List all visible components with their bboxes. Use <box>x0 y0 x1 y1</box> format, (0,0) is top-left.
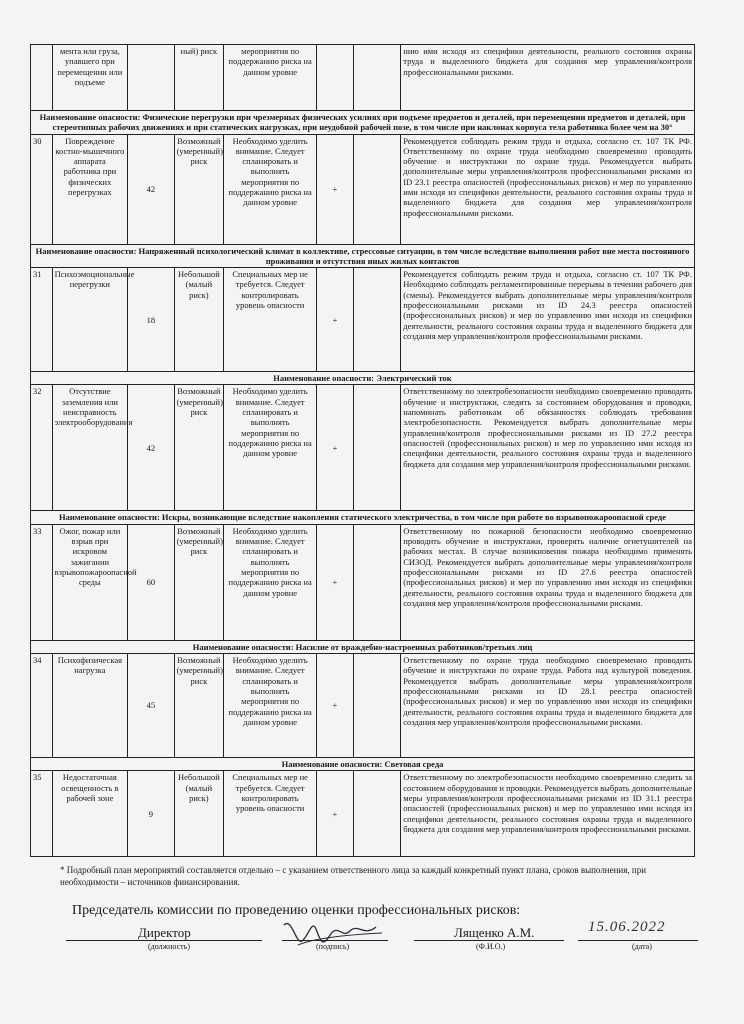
score-cell: 45 <box>128 654 174 758</box>
measure-cell: Необходимо уделить внимание. Следует спланировать и выполнять мероприятия по поддержанию риска на данном уровне <box>224 134 317 244</box>
risk-cell: Возможный (умеренный) риск <box>174 524 224 640</box>
mark-cell: + <box>317 134 354 244</box>
row-number: 35 <box>31 771 53 857</box>
recommendation-cell: Ответственному по электробезопасности необходимо своевременно проводить обучение и инструктажи, следить за состоянием оборудования и проводки, напоминать работникам об обязанностях соблюдать требования электробезопасности. Рекомендуется выбрать дополнительные меры управления/контроля профессиональными рисками из ID 27.2 реестра опасностей (профессиональных рисков) и мер по управлению ими исходя из специфики деятельности, реального состояния охраны труда и выделенного бюджета для создания мер управления/контроля профессиональными рисками. <box>401 385 695 511</box>
row-number: 30 <box>31 134 53 244</box>
hazard-cell: Ожог, пожар или взрыв при искровом зажигании взрывопожароопасной среды <box>52 524 128 640</box>
hazard-cell: Недостаточная освещенность в рабочей зоне <box>52 771 128 857</box>
fio-text: Лященко А.М. <box>454 925 535 940</box>
measure-cell: Специальных мер не требуется. Следует контролировать уровень опасности <box>224 771 317 857</box>
score-cell: 42 <box>128 134 174 244</box>
measure-cell: Необходимо уделить внимание. Следует спланировать и выполнять мероприятия по поддержанию риска на данном уровне <box>224 385 317 511</box>
row-number: 33 <box>31 524 53 640</box>
hazard-cell: Повреждение костно-мышечного аппарата работника при физических перегрузках <box>52 134 128 244</box>
measure-cell: Специальных мер не требуется. Следует контролировать уровень опасности <box>224 268 317 372</box>
commission-chair-title: Председатель комиссии по проведению оценки профессиональных рисков: <box>72 903 521 918</box>
section-heading: Наименование опасности: Напряженный психологический климат в коллективе, стрессовые ситуации, в том числе вследствие выполнения работ вне места постоянного проживания и отсутствия иных жилых контактов <box>31 244 695 268</box>
table-row <box>31 771 695 857</box>
position-text: Директор <box>138 925 191 940</box>
risk-cell: ный) риск <box>174 45 224 111</box>
recommendation-cell: Рекомендуется соблюдать режим труда и отдыха, согласно ст. 107 ТК РФ. Необходимо соблюдать регламентированные перерывы в течении рабочего дня (смены). Рекомендуется выбрать дополнительные меры управления/контроля профессиональными рисками из ID 24.3 реестра опасностей (профессиональных рисков) и мер по управлению ими исходя из специфики деятельности, реального состояния охраны труда и выделенного бюджета для создания мер управления/контроля профессиональными рисками. <box>401 268 695 372</box>
risk-cell: Небольшой (малый риск) <box>174 771 224 857</box>
table-row <box>31 654 695 758</box>
footnote: * Подробный план мероприятий составляется отдельно – с указанием ответственного лица за каждый конкретный пункт плана, сроков выполнения, при необходимости – источников финансирования. <box>60 865 647 887</box>
risk-assessment-table <box>30 44 695 857</box>
mark-cell: + <box>317 524 354 640</box>
hazard-cell: Психоэмоциональные перегрузки <box>52 268 128 372</box>
table-row <box>31 45 695 111</box>
sign-line <box>282 940 388 941</box>
sign-caption: (подпись) <box>316 942 350 951</box>
mark-cell: + <box>317 654 354 758</box>
recommendation-cell: Ответственному по электробезопасности необходимо своевременно следить за состоянием оборудования и проводки. Рекомендуется выбрать дополнительные меры управления/контроля профессиональными рисками из ID 31.1 реестра опасностей (профессиональных рисков) и мер по управлению ими исходя из специфики деятельности, реального состояния охраны труда и выделенного бюджета для создания мер управления/контроля профессиональными рисками. <box>401 771 695 857</box>
risk-cell: Возможный (умеренный) риск <box>174 134 224 244</box>
score-cell: 9 <box>128 771 174 857</box>
table-row <box>31 524 695 640</box>
recommendation-cell: Ответственному по пожарной безопасности необходимо своевременно проводить обучение и инструктажи, проверять наличие огнетушителей на рабочих местах. В случае возникновения пожара необходимо применять СИЗОД. Рекомендуется выбрать дополнительные меры управления/контроля профессиональными рисками из ID 27.6 реестра опасностей (профессиональных рисков) и мер по управлению ими исходя из специфики деятельности, реального состояния охраны труда и выделенного бюджета для создания мер управления/контроля профессиональными рисками. <box>401 524 695 640</box>
measure-cell: Необходимо уделить внимание. Следует спланировать и выполнять мероприятия по поддержанию риска на данном уровне <box>224 654 317 758</box>
fio-caption: (Ф.И.О.) <box>476 942 506 951</box>
table-row <box>31 268 695 372</box>
section-heading: Наименование опасности: Насилие от враждебно-настроенных работников/третьих лиц <box>31 640 695 653</box>
score-cell: 18 <box>128 268 174 372</box>
risk-cell: Возможный (умеренный) риск <box>174 385 224 511</box>
table-row <box>31 385 695 511</box>
hazard-cell: Отсутствие заземления или неисправность электрооборудования <box>52 385 128 511</box>
fio-line <box>414 940 564 941</box>
date-caption: (дата) <box>632 942 652 951</box>
measure-cell: мероприятия по поддержанию риска на данном уровне <box>224 45 317 111</box>
recommendation-cell: нию ими исходя из специфики деятельности, реального состояния охраны труда и выделенного бюджета для создания мер управления/контроля профессиональными рисками. <box>401 45 695 111</box>
row-number: 32 <box>31 385 53 511</box>
table-row <box>31 134 695 244</box>
hazard-cell: мента или груза, упавшего при перемещении или подъеме <box>52 45 128 111</box>
score-cell: 60 <box>128 524 174 640</box>
mark-cell: + <box>317 771 354 857</box>
risk-cell: Небольшой (малый риск) <box>174 268 224 372</box>
recommendation-cell: Рекомендуется соблюдать режим труда и отдыха, согласно ст. 107 ТК РФ. Ответственному по охране труда необходимо своевременно проводить обучение и инструктажи по охране труда. Рекомендуется выбрать дополнительные меры управления/контроля профессиональными рисками из ID 23.1 реестра опасностей (профессиональных рисков) и мер по управлению ими исходя из специфики деятельности, реального состояния охраны труда и выделенного бюджета для создания мер управления/контроля профессиональными рисками. <box>401 134 695 244</box>
row-number: 31 <box>31 268 53 372</box>
hazard-cell: Психофизическая нагрузка <box>52 654 128 758</box>
measure-cell: Необходимо уделить внимание. Следует спланировать и выполнять мероприятия по поддержанию риска на данном уровне <box>224 524 317 640</box>
risk-cell: Возможный (умеренный) риск <box>174 654 224 758</box>
mark-cell: + <box>317 385 354 511</box>
recommendation-cell: Ответственному по охране труда необходимо своевременно проводить обучение и инструктажи по охране труда. Работа над культурой поведения. Рекомендуется выбрать дополнительные меры управления/контроля профессиональными рисками из ID 28.1 реестра опасностей (профессиональных рисков) и мер по управлению ими исходя из специфики деятельности, реального состояния охраны труда и выделенного бюджета для создания мер управления/контроля профессиональными рисками. <box>401 654 695 758</box>
position-caption: (должность) <box>148 942 190 951</box>
row-number: 34 <box>31 654 53 758</box>
section-heading: Наименование опасности: Физические перегрузки при чрезмерных физических усилиях при подъеме предметов и деталей, при перемещении предметов и деталей, при стереотипных рабочих движениях и при статических нагрузках, при неудобной рабочей позе, в том числе при наклонах корпуса тела работника более чем на 30° <box>31 111 695 135</box>
position-line <box>66 940 262 941</box>
score-cell: 42 <box>128 385 174 511</box>
date-text: 15.06.2022 <box>588 919 666 935</box>
date-line <box>578 940 698 941</box>
section-heading: Наименование опасности: Электрический ток <box>31 372 695 385</box>
section-heading: Наименование опасности: Искры, возникающие вследствие накопления статического электричества, в том числе при работе во взрывопожароопасной среде <box>31 511 695 524</box>
section-heading: Наименование опасности: Световая среда <box>31 758 695 771</box>
mark-cell: + <box>317 268 354 372</box>
